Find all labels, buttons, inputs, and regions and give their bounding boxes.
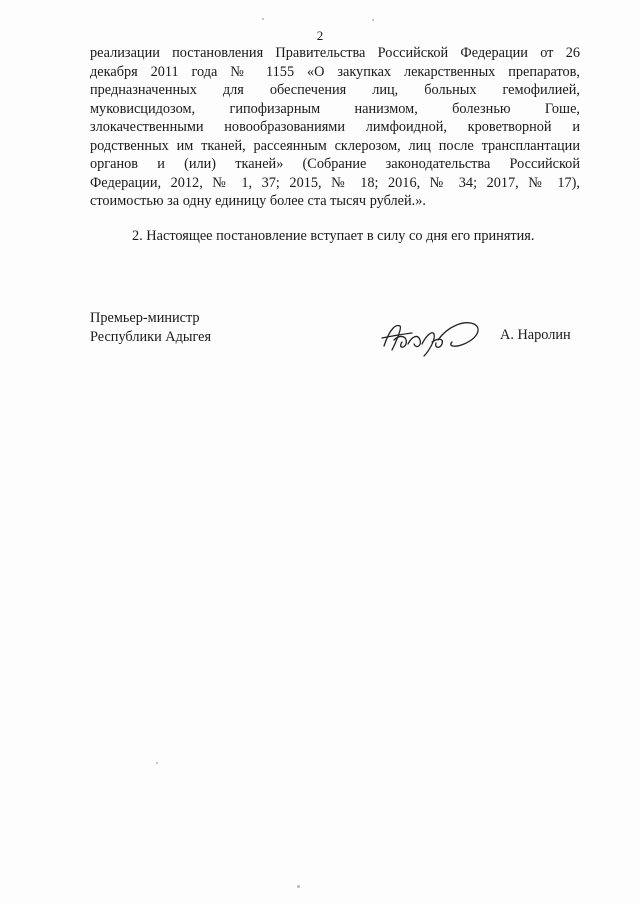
scan-speck-mid (156, 762, 158, 764)
text-line-2: декабря 2011 года № 1155 «О закупках лекарственных препаратов, (90, 63, 580, 80)
text-line-7: органов и (или) тканей» (Собрание законодательства Российской (90, 156, 580, 172)
text-line-3: предназначенных для обеспечения лиц, больных гемофилией, (90, 82, 580, 98)
paragraph-2: 2. Настоящее постановление вступает в силу со дня его принятия. (132, 228, 535, 244)
text-line-4: муковисцидозом, гипофизарным нанизмом, болезнью Гоше, (90, 100, 580, 117)
signer-name: А. Наролин (500, 327, 571, 343)
paragraph-1 (90, 44, 580, 211)
text-line-9: стоимостью за одну единицу более ста тысяч рублей.». (90, 193, 426, 209)
scan-speck-top (262, 18, 264, 20)
signer-title (90, 309, 211, 346)
text-line-8: Федерации, 2012, № 1, 37; 2015, № 18; 2016, № 34; 2017, № 17), (90, 174, 580, 191)
scan-speck-bottom (297, 885, 300, 888)
handwritten-signature (378, 316, 490, 358)
signer-title-line-1: Премьер-министр (90, 310, 200, 326)
page-number: 2 (316, 28, 324, 43)
text-line-6: родственных им тканей, рассеянным склерозом, лиц после трансплантации (90, 137, 580, 154)
text-line-1: реализации постановления Правительства Российской Федерации от 26 (90, 45, 580, 61)
text-line-5: злокачественными новообразованиями лимфоидной, кроветворной и (90, 119, 580, 135)
signer-title-line-2: Республики Адыгея (90, 328, 212, 345)
scan-speck-top-right (372, 19, 374, 21)
